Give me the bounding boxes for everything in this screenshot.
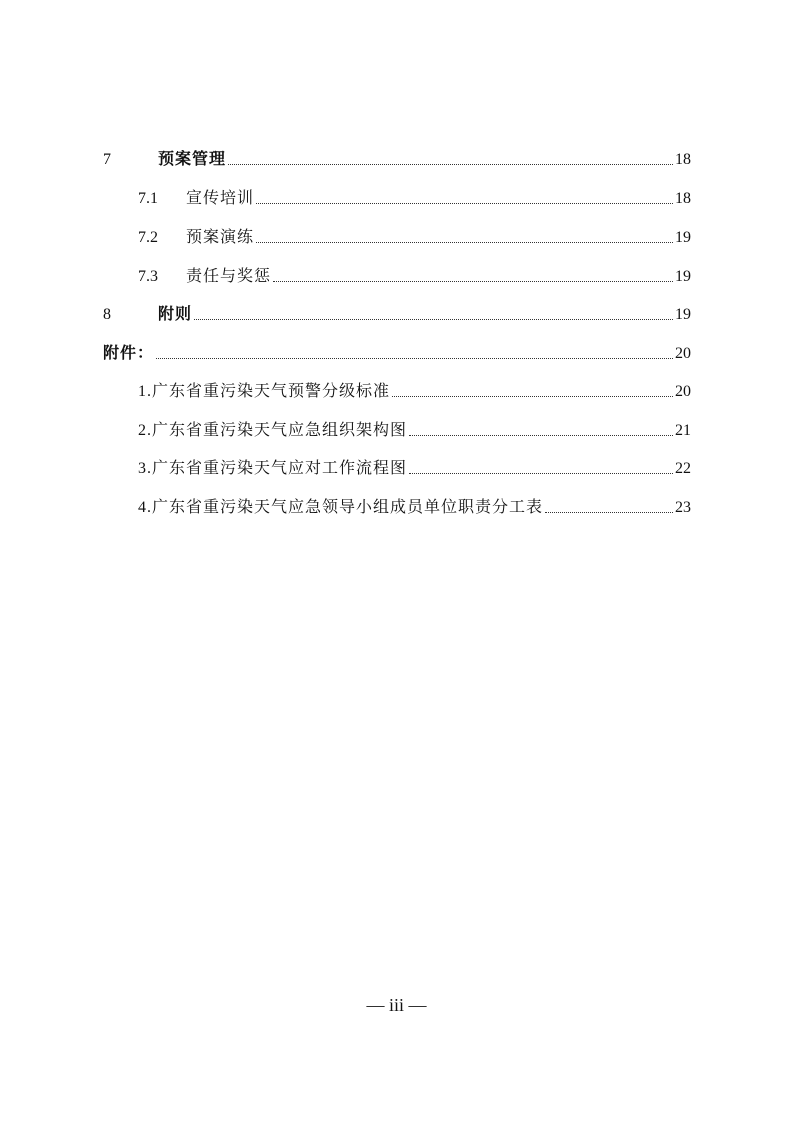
toc-leader <box>409 472 673 474</box>
toc-entry-title: 1.广东省重污染天气预警分级标准 <box>138 383 391 400</box>
toc-entry[interactable] <box>138 267 691 287</box>
toc-entry-page: 20 <box>675 383 691 400</box>
toc-entry-number: 7.3 <box>138 268 158 285</box>
toc-entry-page: 22 <box>675 460 691 477</box>
toc-leader <box>256 202 673 204</box>
toc-entry-number: 8 <box>103 306 111 323</box>
toc-entry[interactable] <box>138 382 691 402</box>
toc-entry-number: 7 <box>103 151 111 168</box>
toc-entry-page: 23 <box>675 499 691 516</box>
toc-entry[interactable] <box>103 344 691 364</box>
toc-entry-title: 宣传培训 <box>186 190 255 207</box>
toc-entry-title: 2.广东省重污染天气应急组织架构图 <box>138 422 408 439</box>
toc-entry-page: 18 <box>675 151 691 168</box>
toc-entry-title: 预案演练 <box>186 229 255 246</box>
toc-entry[interactable] <box>138 459 691 479</box>
toc-entry[interactable] <box>103 150 691 170</box>
toc-entry-page: 20 <box>675 345 691 362</box>
toc-entry-title: 责任与奖惩 <box>186 268 272 285</box>
toc-leader <box>256 241 673 243</box>
toc-entry-title: 3.广东省重污染天气应对工作流程图 <box>138 460 408 477</box>
toc-entry-number: 7.1 <box>138 190 158 207</box>
toc-entry-title: 4.广东省重污染天气应急领导小组成员单位职责分工表 <box>138 499 544 516</box>
toc-entry-page: 21 <box>675 422 691 439</box>
toc-leader <box>409 434 673 436</box>
toc-entry-number: 7.2 <box>138 229 158 246</box>
toc-entry-page: 19 <box>675 229 691 246</box>
toc-leader <box>156 357 673 359</box>
toc-entry[interactable] <box>138 498 691 518</box>
toc-entry[interactable] <box>138 421 691 441</box>
toc-entry-title: 附件： <box>103 345 155 362</box>
toc-leader <box>392 395 673 397</box>
toc-entry-title: 预案管理 <box>158 151 227 168</box>
toc-entry[interactable] <box>138 228 691 248</box>
page-number: — iii — <box>366 995 427 1015</box>
toc-leader <box>273 280 673 282</box>
toc-leader <box>228 163 673 165</box>
toc-entry[interactable] <box>103 305 691 325</box>
toc-entry-page: 18 <box>675 190 691 207</box>
toc-entry-page: 19 <box>675 268 691 285</box>
toc-entry-title: 附则 <box>158 306 193 323</box>
toc-entry[interactable] <box>138 189 691 209</box>
toc-leader <box>194 318 673 320</box>
toc-leader <box>545 511 673 513</box>
toc-entry-page: 19 <box>675 306 691 323</box>
